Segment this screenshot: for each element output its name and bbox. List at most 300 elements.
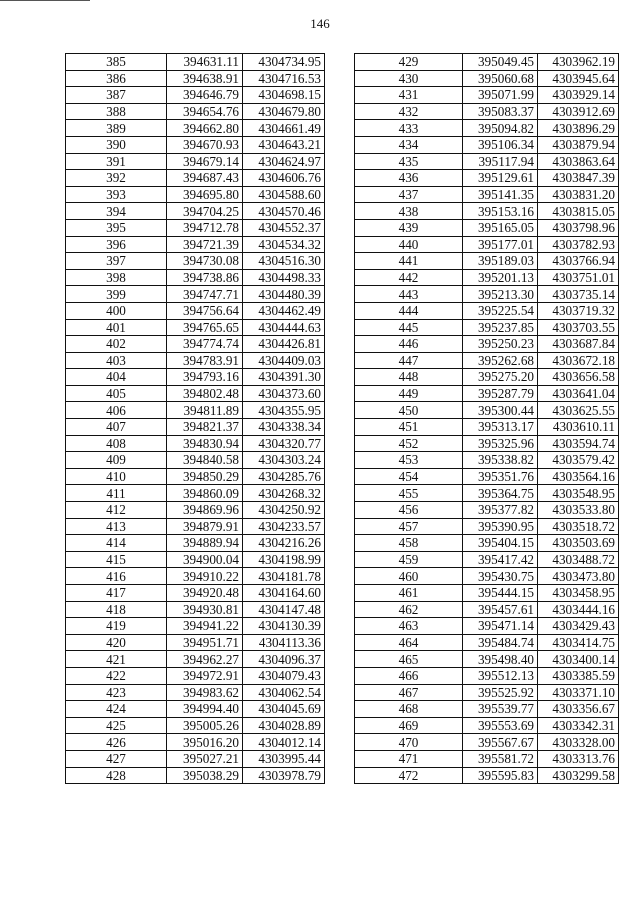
table-row: [66, 551, 325, 568]
table-row: [66, 253, 325, 270]
x-coordinate-cell: 394747.71: [167, 286, 243, 303]
y-coordinate-cell: 4303299.58: [538, 767, 619, 784]
x-coordinate-cell: 394900.04: [167, 551, 243, 568]
point-number-cell: 416: [66, 568, 167, 585]
point-number-cell: 432: [355, 103, 463, 120]
point-number-cell: 404: [66, 369, 167, 386]
point-number-cell: 409: [66, 452, 167, 469]
table-row: [355, 87, 619, 104]
y-coordinate-cell: 4303342.31: [538, 717, 619, 734]
y-coordinate-cell: 4304320.77: [243, 435, 325, 452]
y-coordinate-cell: 4304624.97: [243, 153, 325, 170]
y-coordinate-cell: 4303503.69: [538, 535, 619, 552]
y-coordinate-cell: 4304498.33: [243, 269, 325, 286]
table-row: [355, 269, 619, 286]
table-row: [355, 70, 619, 87]
point-number-cell: 389: [66, 120, 167, 137]
table-row: [355, 651, 619, 668]
table-row: [66, 186, 325, 203]
table-row: [66, 236, 325, 253]
point-number-cell: 455: [355, 485, 463, 502]
x-coordinate-cell: 394654.76: [167, 103, 243, 120]
coordinates-table-right: [354, 53, 619, 784]
x-coordinate-cell: 394983.62: [167, 684, 243, 701]
point-number-cell: 392: [66, 170, 167, 187]
point-number-cell: 424: [66, 701, 167, 718]
y-coordinate-cell: 4303385.59: [538, 667, 619, 684]
x-coordinate-cell: 395377.82: [463, 502, 538, 519]
table-row: [355, 253, 619, 270]
table-row: [66, 352, 325, 369]
y-coordinate-cell: 4304716.53: [243, 70, 325, 87]
x-coordinate-cell: 394930.81: [167, 601, 243, 618]
x-coordinate-cell: 395444.15: [463, 585, 538, 602]
table-row: [355, 385, 619, 402]
point-number-cell: 430: [355, 70, 463, 87]
point-number-cell: 428: [66, 767, 167, 784]
table-row: [355, 667, 619, 684]
y-coordinate-cell: 4303579.42: [538, 452, 619, 469]
x-coordinate-cell: 394860.09: [167, 485, 243, 502]
x-coordinate-cell: 394830.94: [167, 435, 243, 452]
point-number-cell: 444: [355, 302, 463, 319]
point-number-cell: 471: [355, 750, 463, 767]
x-coordinate-cell: 394920.48: [167, 585, 243, 602]
x-coordinate-cell: 395016.20: [167, 734, 243, 751]
y-coordinate-cell: 4304285.76: [243, 468, 325, 485]
point-number-cell: 457: [355, 518, 463, 535]
table-row: [66, 518, 325, 535]
y-coordinate-cell: 4303863.64: [538, 153, 619, 170]
point-number-cell: 387: [66, 87, 167, 104]
y-coordinate-cell: 4303328.00: [538, 734, 619, 751]
x-coordinate-cell: 394802.48: [167, 385, 243, 402]
point-number-cell: 470: [355, 734, 463, 751]
point-number-cell: 461: [355, 585, 463, 602]
x-coordinate-cell: 394962.27: [167, 651, 243, 668]
x-coordinate-cell: 395539.77: [463, 701, 538, 718]
x-coordinate-cell: 395498.40: [463, 651, 538, 668]
table-row: [355, 518, 619, 535]
point-number-cell: 391: [66, 153, 167, 170]
table-row: [66, 485, 325, 502]
point-number-cell: 449: [355, 385, 463, 402]
point-number-cell: 401: [66, 319, 167, 336]
table-row: [355, 601, 619, 618]
table-row: [66, 54, 325, 71]
point-number-cell: 452: [355, 435, 463, 452]
table-row: [355, 54, 619, 71]
y-coordinate-cell: 4304113.36: [243, 634, 325, 651]
point-number-cell: 421: [66, 651, 167, 668]
top-rule: [0, 0, 90, 1]
table-row: [66, 601, 325, 618]
table-row: [66, 651, 325, 668]
y-coordinate-cell: 4303896.29: [538, 120, 619, 137]
x-coordinate-cell: 394756.64: [167, 302, 243, 319]
table-row: [66, 336, 325, 353]
table-row: [66, 369, 325, 386]
table-row: [355, 319, 619, 336]
point-number-cell: 459: [355, 551, 463, 568]
x-coordinate-cell: 395049.45: [463, 54, 538, 71]
point-number-cell: 426: [66, 734, 167, 751]
point-number-cell: 405: [66, 385, 167, 402]
y-coordinate-cell: 4303458.95: [538, 585, 619, 602]
x-coordinate-cell: 394840.58: [167, 452, 243, 469]
table-row: [355, 136, 619, 153]
table-row: [66, 319, 325, 336]
table-row: [355, 352, 619, 369]
table-row: [355, 236, 619, 253]
point-number-cell: 448: [355, 369, 463, 386]
point-number-cell: 429: [355, 54, 463, 71]
y-coordinate-cell: 4304181.78: [243, 568, 325, 585]
y-coordinate-cell: 4304233.57: [243, 518, 325, 535]
y-coordinate-cell: 4303356.67: [538, 701, 619, 718]
x-coordinate-cell: 395525.92: [463, 684, 538, 701]
y-coordinate-cell: 4304198.99: [243, 551, 325, 568]
point-number-cell: 399: [66, 286, 167, 303]
point-number-cell: 433: [355, 120, 463, 137]
x-coordinate-cell: 395262.68: [463, 352, 538, 369]
y-coordinate-cell: 4303751.01: [538, 269, 619, 286]
x-coordinate-cell: 394972.91: [167, 667, 243, 684]
x-coordinate-cell: 395430.75: [463, 568, 538, 585]
point-number-cell: 420: [66, 634, 167, 651]
y-coordinate-cell: 4303518.72: [538, 518, 619, 535]
x-coordinate-cell: 395165.05: [463, 219, 538, 236]
x-coordinate-cell: 394631.11: [167, 54, 243, 71]
point-number-cell: 411: [66, 485, 167, 502]
y-coordinate-cell: 4304588.60: [243, 186, 325, 203]
table-row: [355, 717, 619, 734]
x-coordinate-cell: 395390.95: [463, 518, 538, 535]
x-coordinate-cell: 395567.67: [463, 734, 538, 751]
point-number-cell: 402: [66, 336, 167, 353]
y-coordinate-cell: 4304250.92: [243, 502, 325, 519]
x-coordinate-cell: 395325.96: [463, 435, 538, 452]
x-coordinate-cell: 394774.74: [167, 336, 243, 353]
point-number-cell: 390: [66, 136, 167, 153]
y-coordinate-cell: 4304661.49: [243, 120, 325, 137]
point-number-cell: 386: [66, 70, 167, 87]
y-coordinate-cell: 4304444.63: [243, 319, 325, 336]
table-row: [355, 750, 619, 767]
table-row: [66, 203, 325, 220]
point-number-cell: 406: [66, 402, 167, 419]
x-coordinate-cell: 394721.39: [167, 236, 243, 253]
table-row: [355, 419, 619, 436]
y-coordinate-cell: 4304147.48: [243, 601, 325, 618]
y-coordinate-cell: 4303815.05: [538, 203, 619, 220]
x-coordinate-cell: 395313.17: [463, 419, 538, 436]
table-row: [66, 302, 325, 319]
point-number-cell: 437: [355, 186, 463, 203]
right-table-body: [355, 54, 619, 784]
point-number-cell: 467: [355, 684, 463, 701]
point-number-cell: 453: [355, 452, 463, 469]
y-coordinate-cell: 4303313.76: [538, 750, 619, 767]
table-row: [66, 585, 325, 602]
table-row: [355, 618, 619, 635]
x-coordinate-cell: 395275.20: [463, 369, 538, 386]
x-coordinate-cell: 395106.34: [463, 136, 538, 153]
point-number-cell: 439: [355, 219, 463, 236]
table-row: [66, 103, 325, 120]
y-coordinate-cell: 4304338.34: [243, 419, 325, 436]
table-row: [355, 701, 619, 718]
x-coordinate-cell: 395083.37: [463, 103, 538, 120]
x-coordinate-cell: 394783.91: [167, 352, 243, 369]
table-row: [355, 402, 619, 419]
point-number-cell: 465: [355, 651, 463, 668]
point-number-cell: 410: [66, 468, 167, 485]
y-coordinate-cell: 4304606.76: [243, 170, 325, 187]
x-coordinate-cell: 394704.25: [167, 203, 243, 220]
table-row: [355, 468, 619, 485]
x-coordinate-cell: 394738.86: [167, 269, 243, 286]
x-coordinate-cell: 395005.26: [167, 717, 243, 734]
x-coordinate-cell: 394811.89: [167, 402, 243, 419]
table-row: [355, 203, 619, 220]
y-coordinate-cell: 4304462.49: [243, 302, 325, 319]
y-coordinate-cell: 4303444.16: [538, 601, 619, 618]
table-row: [66, 502, 325, 519]
point-number-cell: 388: [66, 103, 167, 120]
point-number-cell: 463: [355, 618, 463, 635]
table-row: [355, 302, 619, 319]
point-number-cell: 464: [355, 634, 463, 651]
table-row: [66, 717, 325, 734]
point-number-cell: 446: [355, 336, 463, 353]
x-coordinate-cell: 395553.69: [463, 717, 538, 734]
table-row: [66, 535, 325, 552]
y-coordinate-cell: 4303656.58: [538, 369, 619, 386]
table-row: [355, 585, 619, 602]
table-row: [355, 369, 619, 386]
y-coordinate-cell: 4304268.32: [243, 485, 325, 502]
table-row: [355, 120, 619, 137]
x-coordinate-cell: 395213.30: [463, 286, 538, 303]
y-coordinate-cell: 4304164.60: [243, 585, 325, 602]
point-number-cell: 400: [66, 302, 167, 319]
y-coordinate-cell: 4304570.46: [243, 203, 325, 220]
table-row: [355, 219, 619, 236]
y-coordinate-cell: 4303978.79: [243, 767, 325, 784]
table-row: [355, 502, 619, 519]
x-coordinate-cell: 395129.61: [463, 170, 538, 187]
point-number-cell: 398: [66, 269, 167, 286]
x-coordinate-cell: 395351.76: [463, 468, 538, 485]
point-number-cell: 435: [355, 153, 463, 170]
point-number-cell: 468: [355, 701, 463, 718]
table-row: [355, 170, 619, 187]
point-number-cell: 407: [66, 419, 167, 436]
x-coordinate-cell: 394638.91: [167, 70, 243, 87]
x-coordinate-cell: 395484.74: [463, 634, 538, 651]
x-coordinate-cell: 395189.03: [463, 253, 538, 270]
table-row: [355, 568, 619, 585]
x-coordinate-cell: 395027.21: [167, 750, 243, 767]
point-number-cell: 414: [66, 535, 167, 552]
point-number-cell: 431: [355, 87, 463, 104]
y-coordinate-cell: 4304012.14: [243, 734, 325, 751]
x-coordinate-cell: 395364.75: [463, 485, 538, 502]
x-coordinate-cell: 395153.16: [463, 203, 538, 220]
y-coordinate-cell: 4303371.10: [538, 684, 619, 701]
y-coordinate-cell: 4304096.37: [243, 651, 325, 668]
x-coordinate-cell: 395060.68: [463, 70, 538, 87]
y-coordinate-cell: 4303641.04: [538, 385, 619, 402]
point-number-cell: 394: [66, 203, 167, 220]
table-row: [66, 667, 325, 684]
y-coordinate-cell: 4303798.96: [538, 219, 619, 236]
table-row: [66, 286, 325, 303]
point-number-cell: 441: [355, 253, 463, 270]
y-coordinate-cell: 4303995.44: [243, 750, 325, 767]
x-coordinate-cell: 394941.22: [167, 618, 243, 635]
x-coordinate-cell: 395457.61: [463, 601, 538, 618]
table-row: [355, 452, 619, 469]
y-coordinate-cell: 4304079.43: [243, 667, 325, 684]
table-row: [355, 153, 619, 170]
x-coordinate-cell: 395177.01: [463, 236, 538, 253]
table-row: [66, 618, 325, 635]
point-number-cell: 458: [355, 535, 463, 552]
x-coordinate-cell: 394889.94: [167, 535, 243, 552]
y-coordinate-cell: 4303488.72: [538, 551, 619, 568]
table-row: [355, 103, 619, 120]
x-coordinate-cell: 394951.71: [167, 634, 243, 651]
point-number-cell: 412: [66, 502, 167, 519]
y-coordinate-cell: 4304130.39: [243, 618, 325, 635]
table-row: [355, 634, 619, 651]
point-number-cell: 443: [355, 286, 463, 303]
y-coordinate-cell: 4303945.64: [538, 70, 619, 87]
table-row: [66, 684, 325, 701]
table-row: [66, 87, 325, 104]
x-coordinate-cell: 395141.35: [463, 186, 538, 203]
x-coordinate-cell: 395595.83: [463, 767, 538, 784]
table-row: [355, 186, 619, 203]
y-coordinate-cell: 4303912.69: [538, 103, 619, 120]
table-row: [355, 684, 619, 701]
point-number-cell: 403: [66, 352, 167, 369]
y-coordinate-cell: 4304679.80: [243, 103, 325, 120]
x-coordinate-cell: 394910.22: [167, 568, 243, 585]
y-coordinate-cell: 4304426.81: [243, 336, 325, 353]
point-number-cell: 419: [66, 618, 167, 635]
x-coordinate-cell: 395094.82: [463, 120, 538, 137]
point-number-cell: 393: [66, 186, 167, 203]
x-coordinate-cell: 394662.80: [167, 120, 243, 137]
y-coordinate-cell: 4304409.03: [243, 352, 325, 369]
y-coordinate-cell: 4303735.14: [538, 286, 619, 303]
y-coordinate-cell: 4303929.14: [538, 87, 619, 104]
coordinates-table-left: [65, 53, 325, 784]
y-coordinate-cell: 4303831.20: [538, 186, 619, 203]
x-coordinate-cell: 394879.91: [167, 518, 243, 535]
x-coordinate-cell: 395471.14: [463, 618, 538, 635]
point-number-cell: 440: [355, 236, 463, 253]
table-row: [66, 468, 325, 485]
x-coordinate-cell: 395225.54: [463, 302, 538, 319]
point-number-cell: 418: [66, 601, 167, 618]
x-coordinate-cell: 395071.99: [463, 87, 538, 104]
y-coordinate-cell: 4303687.84: [538, 336, 619, 353]
point-number-cell: 472: [355, 767, 463, 784]
point-number-cell: 436: [355, 170, 463, 187]
y-coordinate-cell: 4303719.32: [538, 302, 619, 319]
y-coordinate-cell: 4303625.55: [538, 402, 619, 419]
x-coordinate-cell: 394869.96: [167, 502, 243, 519]
point-number-cell: 454: [355, 468, 463, 485]
y-coordinate-cell: 4304734.95: [243, 54, 325, 71]
y-coordinate-cell: 4304534.32: [243, 236, 325, 253]
y-coordinate-cell: 4304045.69: [243, 701, 325, 718]
table-row: [66, 419, 325, 436]
point-number-cell: 460: [355, 568, 463, 585]
y-coordinate-cell: 4303548.95: [538, 485, 619, 502]
x-coordinate-cell: 395338.82: [463, 452, 538, 469]
x-coordinate-cell: 394994.40: [167, 701, 243, 718]
table-row: [66, 435, 325, 452]
x-coordinate-cell: 394821.37: [167, 419, 243, 436]
point-number-cell: 434: [355, 136, 463, 153]
y-coordinate-cell: 4304028.89: [243, 717, 325, 734]
y-coordinate-cell: 4303414.75: [538, 634, 619, 651]
y-coordinate-cell: 4304480.39: [243, 286, 325, 303]
x-coordinate-cell: 395201.13: [463, 269, 538, 286]
point-number-cell: 396: [66, 236, 167, 253]
y-coordinate-cell: 4304698.15: [243, 87, 325, 104]
table-row: [355, 734, 619, 751]
y-coordinate-cell: 4304643.21: [243, 136, 325, 153]
point-number-cell: 413: [66, 518, 167, 535]
x-coordinate-cell: 395237.85: [463, 319, 538, 336]
point-number-cell: 417: [66, 585, 167, 602]
point-number-cell: 447: [355, 352, 463, 369]
x-coordinate-cell: 394646.79: [167, 87, 243, 104]
point-number-cell: 397: [66, 253, 167, 270]
table-row: [66, 120, 325, 137]
x-coordinate-cell: 394850.29: [167, 468, 243, 485]
point-number-cell: 456: [355, 502, 463, 519]
point-number-cell: 415: [66, 551, 167, 568]
point-number-cell: 451: [355, 419, 463, 436]
point-number-cell: 425: [66, 717, 167, 734]
y-coordinate-cell: 4303962.19: [538, 54, 619, 71]
table-row: [66, 734, 325, 751]
table-row: [66, 385, 325, 402]
x-coordinate-cell: 394730.08: [167, 253, 243, 270]
x-coordinate-cell: 394687.43: [167, 170, 243, 187]
y-coordinate-cell: 4303594.74: [538, 435, 619, 452]
table-row: [355, 336, 619, 353]
table-row: [355, 286, 619, 303]
point-number-cell: 469: [355, 717, 463, 734]
table-row: [66, 767, 325, 784]
table-row: [355, 485, 619, 502]
x-coordinate-cell: 395417.42: [463, 551, 538, 568]
point-number-cell: 427: [66, 750, 167, 767]
y-coordinate-cell: 4303847.39: [538, 170, 619, 187]
point-number-cell: 385: [66, 54, 167, 71]
y-coordinate-cell: 4303703.55: [538, 319, 619, 336]
table-row: [66, 402, 325, 419]
point-number-cell: 450: [355, 402, 463, 419]
